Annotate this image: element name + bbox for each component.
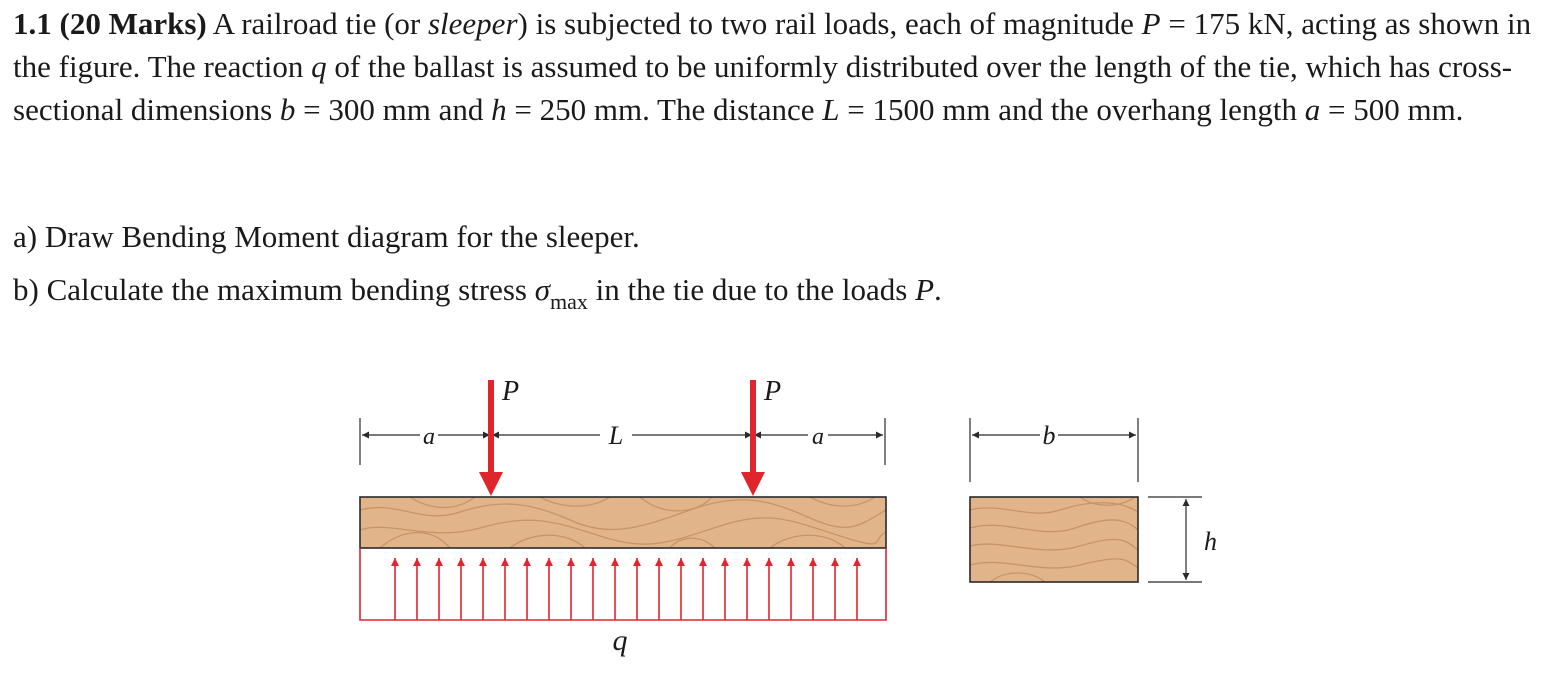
problem-text: = 500 mm. [1320, 92, 1464, 127]
task-b-text: in the tie due to the loads [587, 272, 916, 307]
symbol-a: a [1304, 92, 1321, 127]
dim-label-a-right: a [812, 424, 824, 450]
problem-text: = 300 mm and [295, 92, 492, 127]
problem-number: 1.1 [13, 6, 52, 41]
problem-text: = 1500 mm and the overhang length [839, 92, 1305, 127]
problem-text: A railroad tie (or [206, 6, 428, 41]
task-b-end: . [934, 272, 942, 307]
task-b-text: b) Calculate the maximum bending stress [13, 272, 535, 307]
load-label-P-right: P [764, 376, 782, 407]
problem-text: ) is subjected to two rail loads, each of magnitude [517, 6, 1142, 41]
task-b [13, 268, 942, 314]
symbol-h: h [491, 92, 507, 127]
problem-statement [13, 2, 1558, 131]
load-arrow-left [479, 380, 503, 496]
cross-section [970, 497, 1138, 582]
dim-label-a-left: a [423, 424, 435, 450]
task-a: a) Draw Bending Moment diagram for the sleeper. [13, 219, 640, 254]
symbol-L: L [822, 92, 840, 127]
dim-label-b: b [1042, 421, 1056, 450]
symbol-b: b [279, 92, 296, 127]
dim-label-h: h [1204, 527, 1217, 556]
sigma-symbol: σ [534, 272, 551, 307]
sleeper-diagram [340, 360, 1240, 660]
sleeper-figure [340, 360, 1240, 665]
problem-text: = 250 mm. The distance [506, 92, 823, 127]
load-arrow-right [741, 380, 765, 496]
dim-label-L: L [608, 421, 624, 450]
problem-marks: (20 Marks) [59, 6, 207, 41]
symbol-q: q [311, 49, 327, 84]
problem-paragraph [13, 2, 1558, 131]
sleeper-term: sleeper [427, 6, 518, 41]
symbol-P: P [1141, 6, 1161, 41]
symbol-P: P [915, 272, 934, 307]
task-list [13, 215, 942, 314]
reaction-label-q: q [612, 624, 628, 657]
sigma-subscript: max [550, 289, 588, 314]
sleeper-beam [360, 497, 886, 548]
problem-text: of the ballast is assumed to be uniformly distributed over the length of the tie, which has cross-sectional dimensions [13, 49, 1513, 127]
load-label-P-left: P [502, 376, 520, 407]
problem-text: = 175 kN, acting as shown in the figure. The reaction [13, 6, 1532, 84]
reaction-distribution [360, 548, 886, 620]
